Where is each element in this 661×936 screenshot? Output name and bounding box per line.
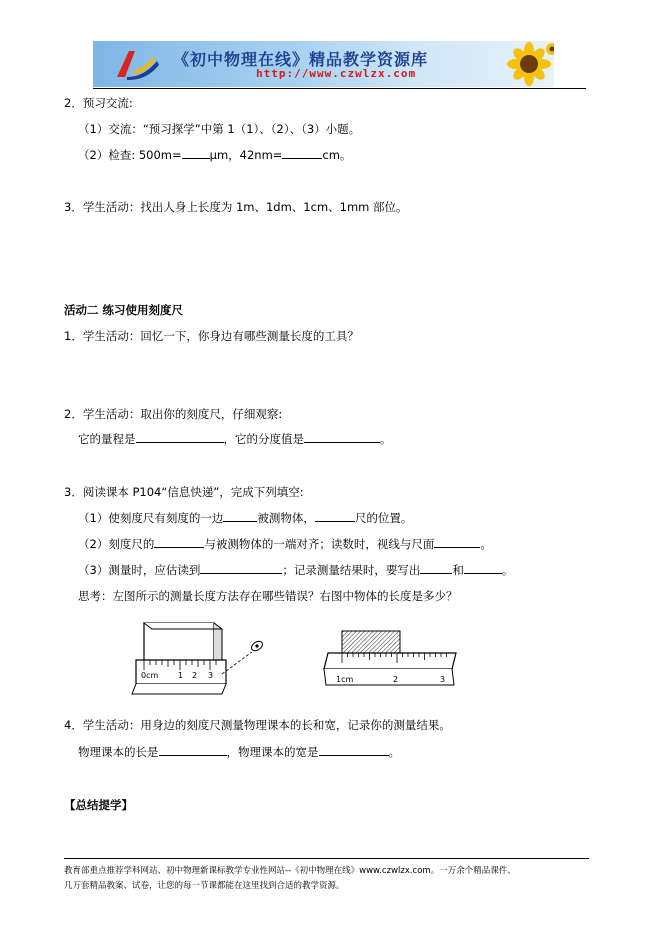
answer-blank-division[interactable] xyxy=(304,431,380,443)
fill-1-c: 尺的位置。 xyxy=(354,511,413,525)
answer-blank-um[interactable] xyxy=(182,147,210,159)
footer-divider xyxy=(64,858,589,859)
banner-url[interactable]: http://www.czwlzx.com xyxy=(256,67,417,80)
textbook-width-label: ，物理课本的宽是 xyxy=(226,745,319,759)
period-text: 。 xyxy=(380,432,392,446)
left-ruler-label-0: 0cm xyxy=(141,671,159,680)
line-observe-ruler: 2．学生活动：取出你的刻度尺，仔细观察: xyxy=(64,407,283,421)
answer-blank-width[interactable] xyxy=(319,744,389,756)
line-range-division xyxy=(78,431,392,447)
answer-blank-fill-3c[interactable] xyxy=(464,562,502,574)
answer-blank-fill-1a[interactable] xyxy=(223,510,257,522)
footer-line-2: 几万套精品教案、试卷，让您的每一节课都能在这里找到合适的教学资源。 xyxy=(64,881,345,891)
fill-3-b: ；记录测量结果时，要写出 xyxy=(282,563,421,577)
section-heading-summary: 【总结提学】 xyxy=(64,798,133,812)
figure-left-ruler xyxy=(130,622,270,702)
answer-blank-range[interactable] xyxy=(136,431,224,443)
section-heading-activity-2: 活动二 练习使用刻度尺 xyxy=(64,303,184,317)
line-think-question: 思考：左图所示的测量长度方法存在哪些错误？右图中物体的长度是多少？ xyxy=(78,589,458,603)
textbook-length-label: 物理课本的长是 xyxy=(78,745,159,759)
figure-right-ruler xyxy=(322,627,458,689)
left-ruler-label-2: 2 xyxy=(192,671,198,680)
line-textbook-size xyxy=(78,744,400,760)
left-ruler-label-1: 1 xyxy=(178,671,184,680)
line-fill-3 xyxy=(78,562,513,578)
answer-blank-fill-1b[interactable] xyxy=(315,510,355,522)
right-ruler-label-3: 3 xyxy=(440,675,446,684)
line-measure-textbook: 4．学生活动：用身边的刻度尺测量物理课本的长和宽，记录你的测量结果。 xyxy=(64,718,451,732)
line-exchange-1: （1）交流：“预习探学”中第 1（1）、（2）、（3）小题。 xyxy=(78,122,361,136)
check-label-b: μm，42nm= xyxy=(209,148,283,162)
fill-3-a: （3）测量时，应估读到 xyxy=(78,563,201,577)
header-banner xyxy=(93,41,554,87)
fill-3-c: 和 xyxy=(452,563,464,577)
line-preview-exchange: 2．预习交流: xyxy=(64,96,133,110)
footer-line-1: 教育部重点推荐学科网站、初中物理新课标教学专业性网站--《初中物理在线》www.czwlzx.com。一万余个精品课件、 xyxy=(64,866,516,876)
line-recall-tools: 1．学生活动：回忆一下，你身边有哪些测量长度的工具？ xyxy=(64,329,359,343)
answer-blank-cm[interactable] xyxy=(282,147,322,159)
banner-title: 《初中物理在线》精品教学资源库 xyxy=(173,50,429,69)
line-fill-2 xyxy=(78,536,492,552)
site-logo-icon xyxy=(107,47,165,81)
line-check xyxy=(78,147,351,163)
answer-blank-fill-2b[interactable] xyxy=(434,536,480,548)
period-text-2: 。 xyxy=(388,745,400,759)
sunflower-icon xyxy=(501,41,554,87)
answer-blank-fill-3b[interactable] xyxy=(420,562,452,574)
fill-1-b: 被测物体， xyxy=(257,511,315,525)
right-ruler-label-1: 1cm xyxy=(336,675,354,684)
answer-blank-fill-2a[interactable] xyxy=(154,536,204,548)
answer-blank-fill-3a[interactable] xyxy=(200,562,282,574)
range-label: 它的量程是 xyxy=(78,432,136,446)
line-fill-1 xyxy=(78,510,412,526)
fill-2-b: 与被测物体的一端对齐；读数时，视线与尺面 xyxy=(204,537,435,551)
footer xyxy=(64,864,516,894)
check-label-c: cm。 xyxy=(322,148,352,162)
line-activity-body-parts: 3．学生活动：找出人身上长度为 1m、1dm、1cm、1mm 部位。 xyxy=(64,200,408,214)
fill-2-c: 。 xyxy=(480,537,492,551)
right-ruler-label-2: 2 xyxy=(393,675,399,684)
measured-object xyxy=(342,631,400,653)
division-label: ，它的分度值是 xyxy=(223,432,304,446)
answer-blank-length[interactable] xyxy=(159,744,227,756)
fill-1-a: （1）使刻度尺有刻度的一边 xyxy=(78,511,224,525)
left-ruler-label-3: 3 xyxy=(208,671,214,680)
check-label-a: （2）检查: 500m= xyxy=(78,148,182,162)
fill-3-d: 。 xyxy=(501,563,514,577)
line-read-textbook: 3．阅读课本 P104“信息快递”，完成下列填空: xyxy=(64,485,304,499)
header-divider xyxy=(93,88,586,89)
fill-2-a: （2）刻度尺的 xyxy=(78,537,155,551)
